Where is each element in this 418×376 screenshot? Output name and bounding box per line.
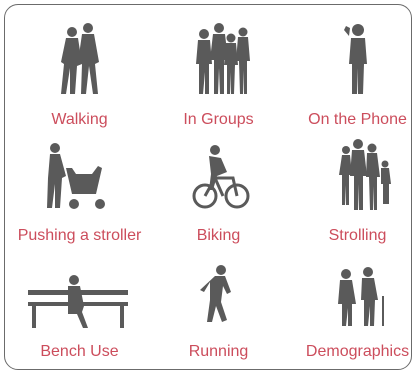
family-strolling-icon	[288, 134, 418, 224]
group-icon	[149, 18, 288, 108]
activity-label: In Groups	[183, 111, 254, 128]
activity-label: On the Phone	[308, 111, 407, 128]
activity-label: Demographics	[305, 343, 410, 360]
cell-pushing-a-stroller	[10, 134, 149, 249]
bench-sitter-icon	[10, 250, 149, 340]
cell-biking	[149, 134, 288, 249]
cell-demographics	[288, 250, 418, 365]
cell-strolling	[288, 134, 418, 249]
activity-label: Bench Use	[40, 343, 119, 360]
walking-icon	[10, 18, 149, 108]
cyclist-icon	[149, 134, 288, 224]
cell-on-the-phone	[288, 18, 418, 133]
cell-in-groups	[149, 18, 288, 133]
cell-running	[149, 250, 288, 365]
elderly-couple-icon	[288, 250, 418, 340]
cell-bench-use	[10, 250, 149, 365]
activity-label: Biking	[196, 227, 241, 244]
activity-label: Running	[188, 343, 249, 360]
stroller-icon	[10, 134, 149, 224]
activity-label: Walking	[51, 111, 108, 128]
cell-walking	[10, 18, 149, 133]
activity-label: Strolling	[328, 227, 387, 244]
phone-call-icon	[288, 18, 418, 108]
activity-label: Pushing a stroller	[17, 227, 142, 244]
runner-icon	[149, 250, 288, 340]
